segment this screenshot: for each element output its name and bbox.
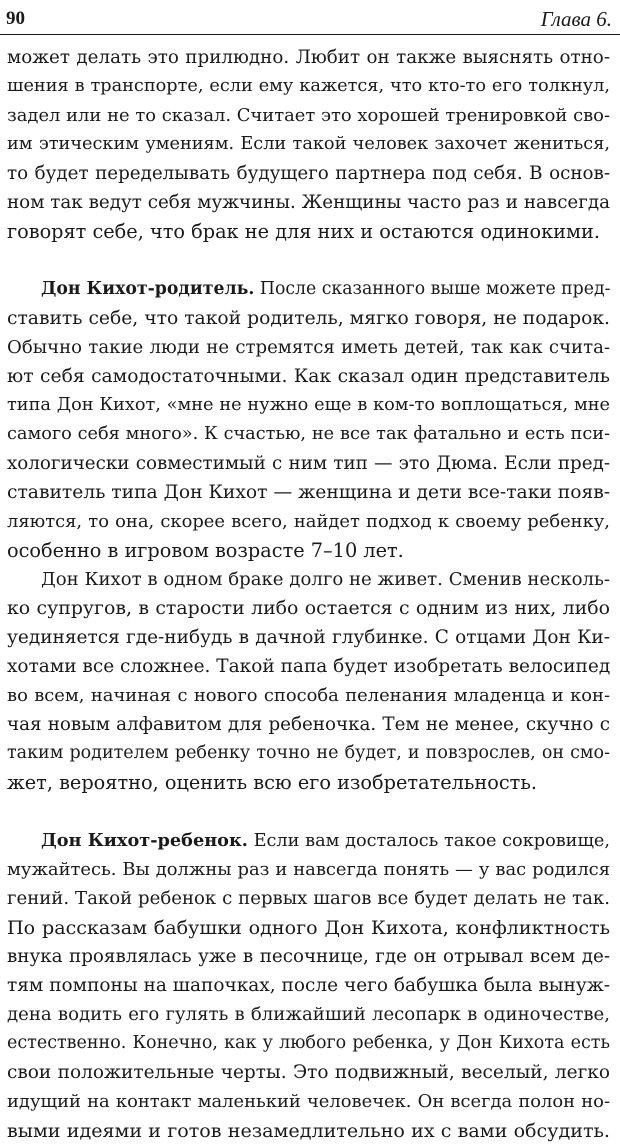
- section-gap: [7, 246, 610, 275]
- text-line: им этическим умениям. Если такой человек захочет жениться,: [7, 134, 610, 154]
- text-line: во всем, начиная с нового способа пеленания младенца и кон-: [7, 685, 610, 706]
- text-line: ют себя самодостаточными. Как сказал один представитель: [7, 366, 610, 387]
- paragraph-parent: [7, 275, 610, 565]
- text-line: типа Дон Кихот, «мне не нужно еще в ком-то воплощаться, мне: [7, 395, 610, 415]
- text-line: хологически совместимый с ним тип — это Дюма. Если пред-: [7, 453, 610, 474]
- text-line: идущий на контакт маленький человечек. Он всегда полон но-: [7, 1091, 610, 1112]
- text-line: самого себя много». К счастью, не все так фатально и есть пси-: [7, 424, 610, 444]
- text-line: ко супругов, в старости либо остается с одним из них, либо: [7, 597, 610, 619]
- text-line: задел или не то сказал. Считает это хорошей тренировкой сво-: [7, 105, 610, 126]
- text-line: шения в транспорте, если ему кажется, что кто-то его толкнул,: [7, 76, 610, 96]
- chapter-label: Глава 6.: [540, 7, 612, 31]
- paragraph-child: [7, 826, 610, 1145]
- text-line: выми идеями и готов незамедлительно их с вами обсудить.: [7, 1119, 610, 1142]
- text-line: свои положительные черты. Это подвижный, веселый, легко: [7, 1062, 610, 1083]
- text-line: внука проявлялась уже в песочнице, где он отрывал всем де-: [7, 946, 610, 967]
- section-gap: [7, 797, 610, 826]
- text-line: уединяется где-нибудь в дачной глубинке. С отцами Дон Ки-: [7, 627, 610, 648]
- header-rule: [0, 34, 620, 35]
- text-fragment: Если вам досталось такое сокровище,: [247, 831, 611, 851]
- text-line: ставить себе, что такой родитель, мягко говоря, не подарок.: [7, 308, 610, 329]
- text-line: ляются, то она, скорее всего, найдет подход к своему ребенку,: [7, 511, 610, 532]
- text-line: жет, вероятно, оценить всю его изобретательность.: [7, 771, 537, 794]
- text-line: тям помпоны на шапочках, после чего бабушка была вынуж-: [7, 975, 610, 996]
- text-line: особенно в игровом возрасте 7–10 лет.: [7, 539, 404, 562]
- running-header: [6, 0, 612, 30]
- text-line: чая новым алфавитом для ребеночка. Тем не менее, скучно с: [7, 714, 610, 735]
- text-line: естественно. Конечно, как у любого ребенка, у Дон Кихота есть: [7, 1033, 610, 1053]
- paragraph-marriage: [7, 565, 610, 797]
- text-line: хотами все сложнее. Такой папа будет изобретать велосипед: [7, 656, 611, 677]
- text-line: Дон Кихот в одном браке долго не живет. Сменив несколь-: [41, 569, 610, 590]
- text-line: По рассказам бабушки одного Дон Кихота, конфликтность: [7, 916, 610, 939]
- run-in-heading-child: Дон Кихот-ребенок.: [41, 830, 248, 851]
- text-line: [7, 826, 610, 855]
- page-number: 90: [6, 8, 25, 29]
- text-line: дена водить его гулять в ближайший лесопарк в одиночестве,: [7, 1004, 610, 1025]
- run-in-heading-parent: Дон Кихот-родитель.: [41, 279, 255, 299]
- text-line: мужайтесь. Вы должны раз и навсегда понять — у вас родился: [7, 859, 610, 880]
- text-line: таким родителем ребенку точно не будет, и повзрослев, он смо-: [7, 743, 610, 763]
- text-line: гений. Такой ребенок с первых шагов все будет делать не так.: [7, 888, 610, 909]
- paragraph-continuation: [7, 43, 610, 246]
- text-line: то будет переделывать будущего партнера под себя. В основ-: [7, 163, 610, 184]
- text-line: может делать это прилюдно. Любит он также выяснять отно-: [7, 47, 610, 68]
- text-line: ставитель типа Дон Кихот — женщина и дети все-таки появ-: [7, 482, 611, 503]
- body-text: [7, 43, 610, 1145]
- text-line: ном так ведут себя мужчины. Женщины часто раз и навсегда: [7, 192, 610, 213]
- text-line: Обычно такие люди не стремятся иметь детей, так как счита-: [7, 337, 610, 358]
- text-line: [7, 275, 610, 304]
- text-line: говорят себе, что брак не для них и остаются одинокими.: [7, 220, 601, 243]
- text-fragment: После сказанного выше можете пред-: [254, 279, 611, 299]
